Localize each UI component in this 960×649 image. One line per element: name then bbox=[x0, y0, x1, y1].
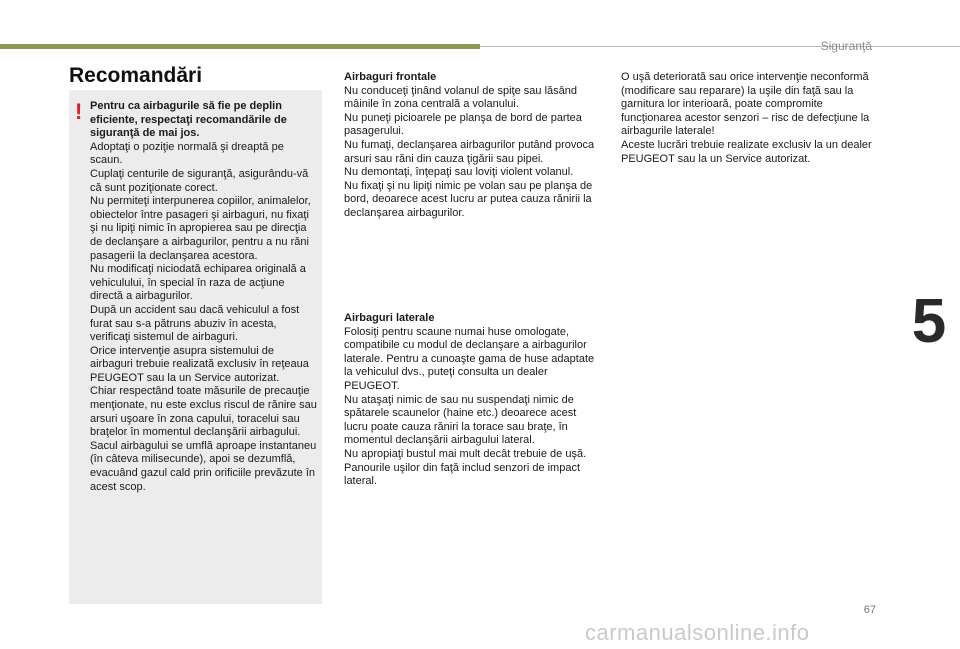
frontal-paragraph: Nu fumaţi, declanşarea airbagurilor putând provoca arsuri sau răni din cauza ţigării sau pipei. bbox=[344, 138, 595, 165]
warning-intro: Pentru ca airbagurile să fie pe deplin eficiente, respectaţi recomandările de siguranţă de mai jos. bbox=[90, 100, 287, 140]
page-number: 67 bbox=[863, 604, 876, 616]
header-accent-bar bbox=[0, 44, 480, 49]
lateral-paragraph: Nu apropiaţi bustul mai mult decât trebuie de uşă. bbox=[344, 447, 587, 460]
frontal-airbags-title: Airbaguri frontale bbox=[344, 71, 437, 83]
door-paragraph: Aceste lucrări trebuie realizate exclusiv la un dealer PEUGEOT sau la un Service autorizat. bbox=[621, 138, 872, 165]
warning-box bbox=[69, 90, 322, 604]
lateral-paragraph: Folosiţi pentru scaune numai huse omologate, compatibile cu modul de declanşare a airbagurilor laterale. Pentru a cunoaşte gama de huse adaptate la vehiculul dvs., puteţi consulta un dealer PEUGEOT. bbox=[344, 325, 595, 392]
header-rule bbox=[480, 46, 960, 47]
frontal-paragraph: Nu puneţi picioarele pe planşa de bord de partea pasagerului. bbox=[344, 111, 582, 138]
lateral-paragraph: Panourile uşilor din faţă includ senzori de impact lateral. bbox=[344, 461, 581, 488]
section-label: Siguranţă bbox=[820, 39, 872, 53]
frontal-paragraph: Nu demontaţi, înţepaţi sau loviţi violent volanul. bbox=[344, 166, 574, 179]
page-title: Recomandări bbox=[69, 64, 203, 87]
warning-paragraph: Nu permiteţi interpunerea copiilor, animalelor, obiectelor între pasageri şi airbaguri, nu fixaţi şi nu lipiţi nimic în apropierea sau pe direcţia de declanşare a airbagurilor, pentru a nu răni pasagerii la declanşarea acestora. bbox=[90, 195, 311, 262]
frontal-airbags-section bbox=[344, 71, 600, 221]
lateral-airbags-section bbox=[344, 312, 600, 489]
frontal-paragraph: Nu fixaţi şi nu lipiţi nimic pe volan sau pe planşa de bord, deoarece acest lucru ar putea cauza rănirii la declanşarea airbagurilor. bbox=[344, 179, 593, 219]
lateral-airbags-title: Airbaguri laterale bbox=[344, 312, 435, 324]
lateral-paragraph: Nu ataşaţi nimic de sau nu suspendaţi nimic de spătarele scaunelor (haine etc.) deoarece acest lucru poate cauza răniri la torace sau braţe, în momentul declanşării airbagului lateral. bbox=[344, 393, 577, 447]
door-paragraph: O uşă deteriorată sau orice intervenţie neconformă (modificare sau reparare) la uşile din faţă sau la garnitura lor interioară, poate compromite funcţionarea acestor senzori – risc de defecţiune la airbagurile laterale! bbox=[621, 71, 870, 138]
warning-paragraph: Cuplaţi centurile de siguranţă, asigurându-vă că sunt poziţionate corect. bbox=[90, 167, 309, 194]
frontal-paragraph: Nu conduceţi ţinând volanul de spiţe sau lăsând mâinile în zona centrală a volanului. bbox=[344, 84, 577, 111]
chapter-number: 5 bbox=[898, 276, 960, 366]
warning-paragraph: Chiar respectând toate măsurile de precauţie menţionate, nu este exclus riscul de rănire sau arsuri uşoare în zona capului, toracelui sau braţelor în momentul declanşării airbagului. Sacul airbagului se umflă aproape instantaneu (în câteva milisecunde), apoi se dezumflă, evacuând gazul cald prin orificiile prevăzute în acest scop. bbox=[90, 385, 317, 493]
watermark: carmanualsonline.info bbox=[585, 620, 810, 645]
warning-paragraph: După un accident sau dacă vehiculul a fost furat sau s-a pătruns abuziv în acesta, verificaţi sistemul de airbaguri. bbox=[90, 303, 300, 344]
warning-exclamation-icon: ! bbox=[75, 99, 83, 124]
warning-paragraph: Nu modificaţi niciodată echiparea originală a vehiculului, în special în raza de acţiune directă a airbagurilor. bbox=[90, 263, 306, 303]
warning-paragraph: Orice intervenţie asupra sistemului de airbaguri trebuie realizată exclusiv în reţeaua PEUGEOT sau la un Service autorizat. bbox=[90, 344, 309, 384]
door-sensors-section bbox=[621, 71, 877, 166]
warning-paragraph: Adoptaţi o poziţie normală şi dreaptă pe scaun. bbox=[90, 140, 284, 167]
